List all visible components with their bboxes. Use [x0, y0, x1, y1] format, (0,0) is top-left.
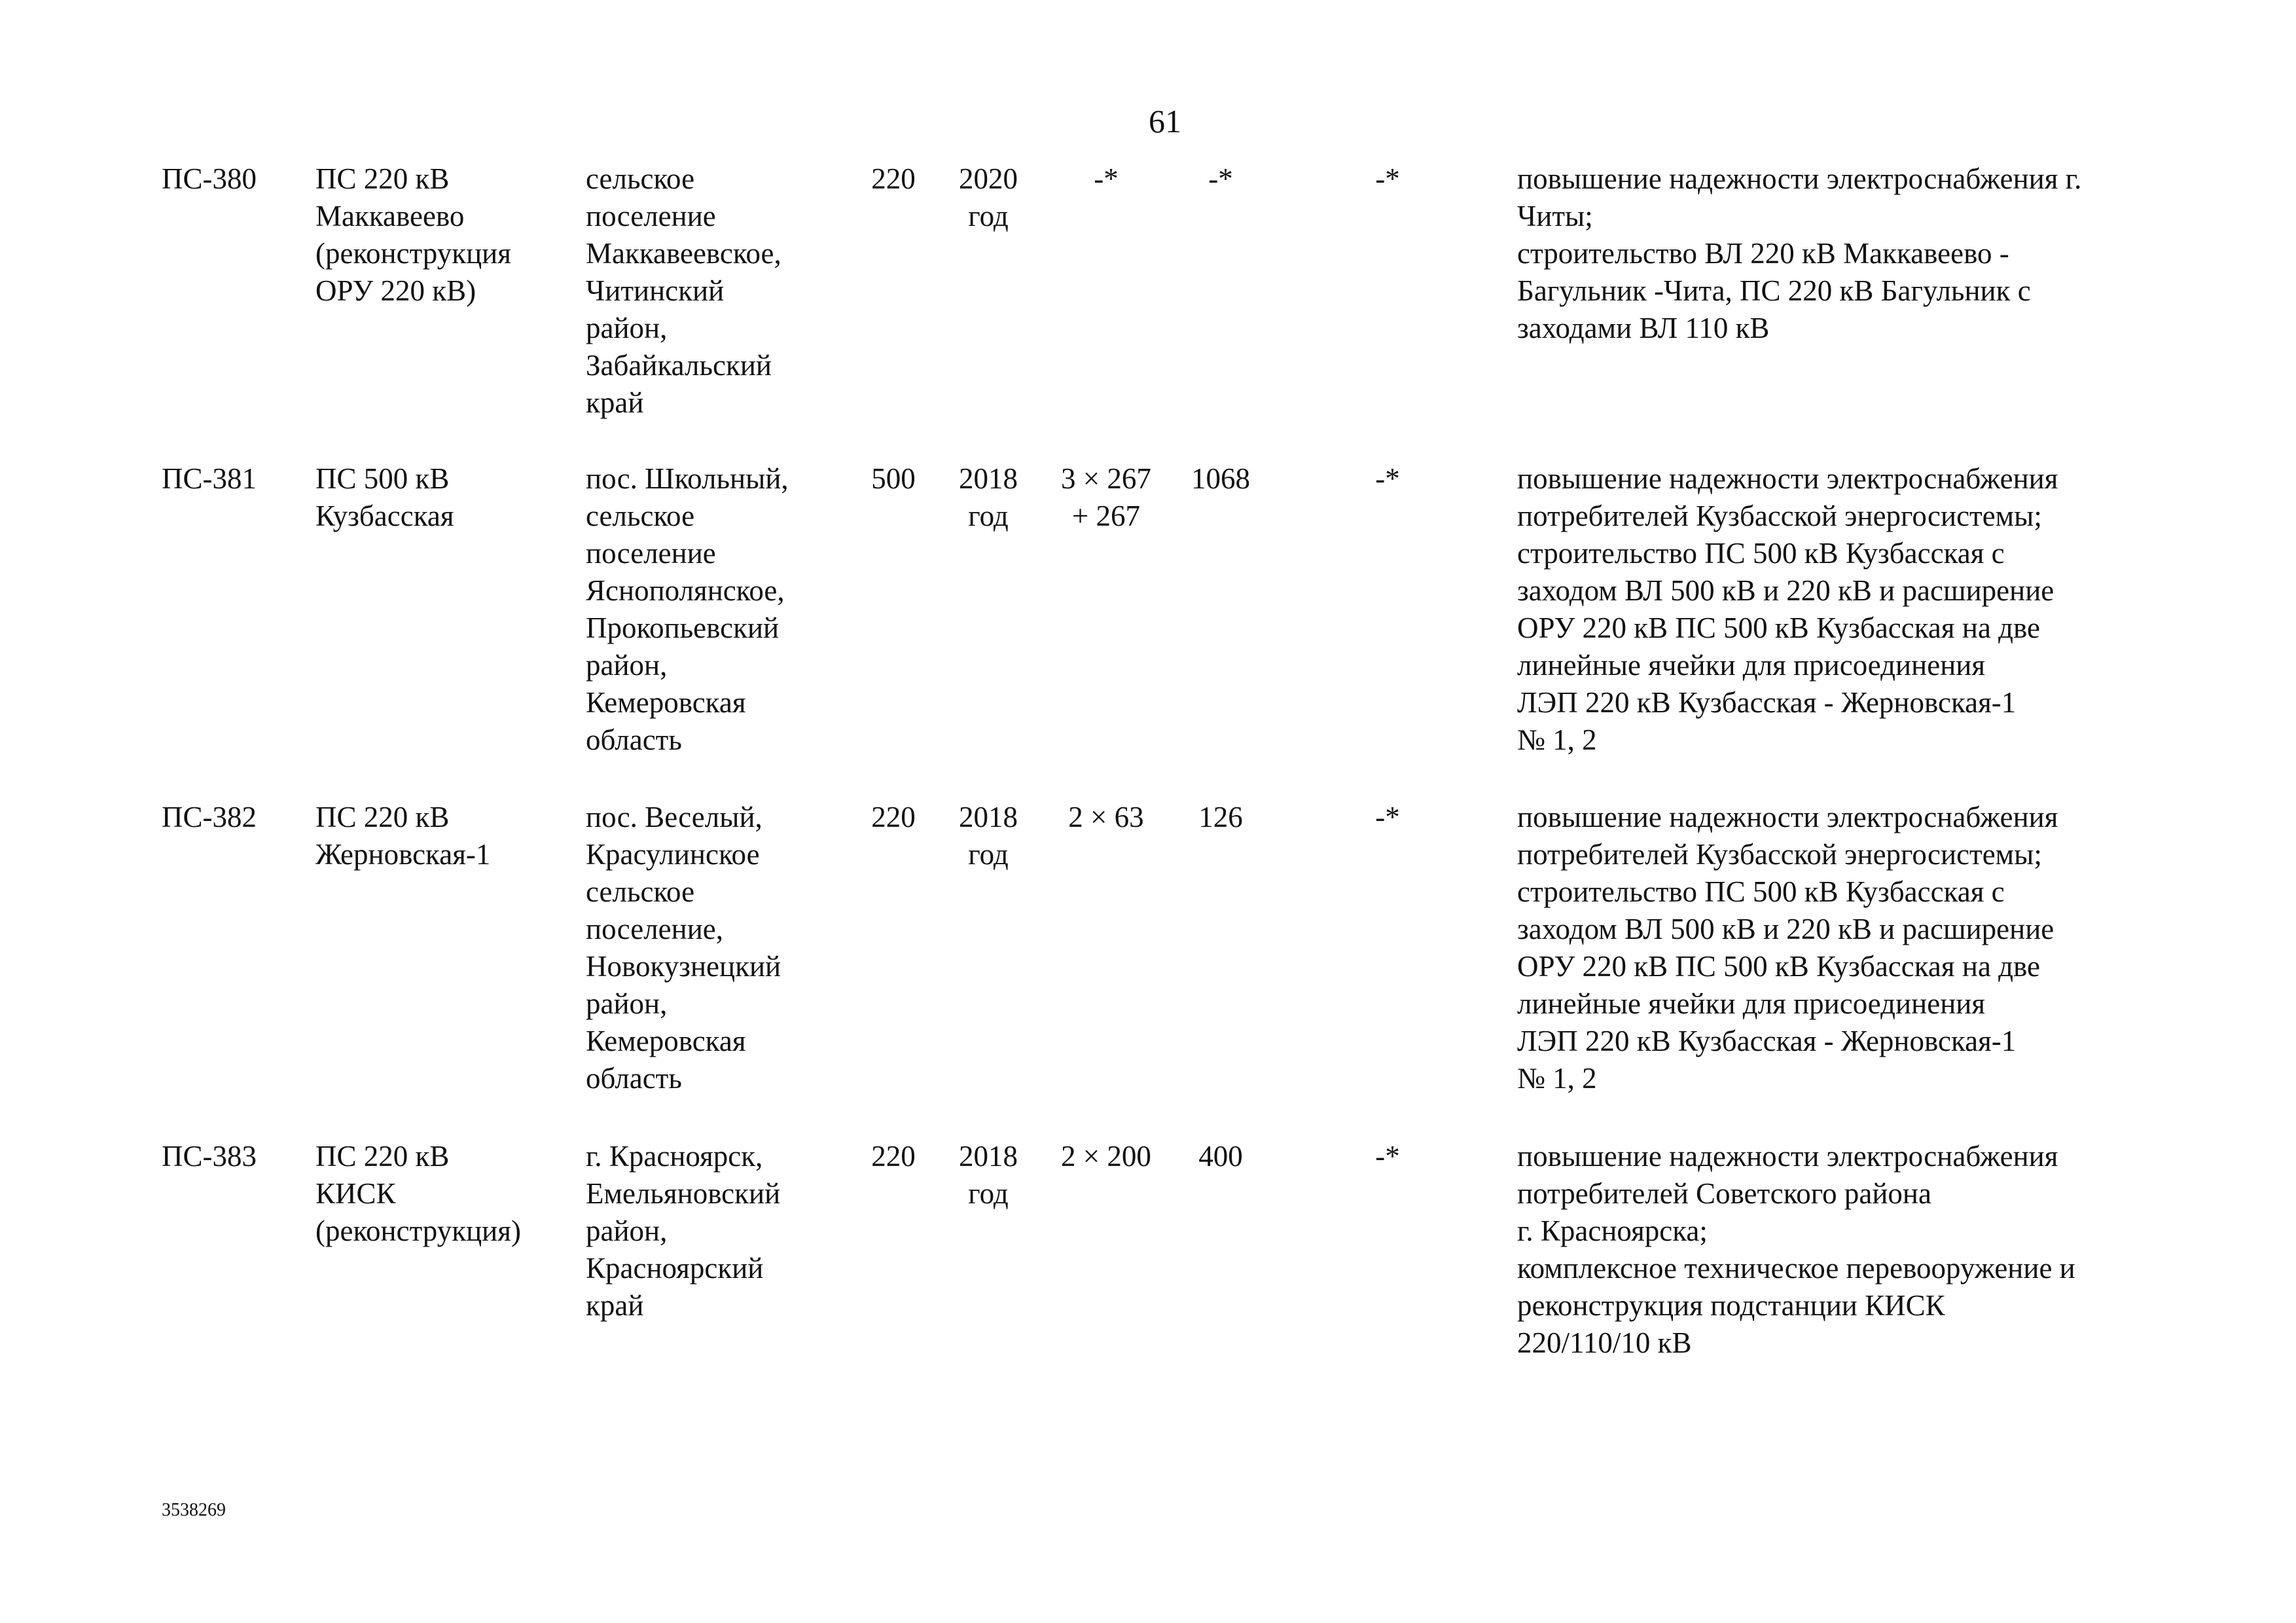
- commission-year: 2018 год: [959, 801, 1018, 871]
- purpose-text: повышение надежности электроснабжения потребителей Кузбасской энергосистемы; строительство ПС 500 кВ Кузбасская с заходом ВЛ 500 кВ и 220 кВ и расширение ОРУ 220 кВ ПС 500 кВ Кузбасская на две линейные ячейки для присоединения ЛЭП 220 кВ Кузбасская - Жерновская-1 № 1, 2: [1517, 801, 2058, 1095]
- line-length: -*: [1375, 162, 1400, 195]
- document-footer-id: 3538269: [162, 1500, 226, 1520]
- transformer-config: -*: [1094, 162, 1119, 195]
- substation-code: ПС-381: [162, 462, 257, 495]
- purpose-text: повышение надежности электроснабжения потребителей Советского района г. Красноярска; комплексное техническое перевооружение и реконструкция подстанции КИСК 220/110/10 кВ: [1517, 1140, 2075, 1359]
- transformer-config: 2 × 200: [1061, 1140, 1151, 1173]
- transformer-config: 3 × 267 + 267: [1061, 462, 1151, 532]
- total-capacity: -*: [1208, 162, 1233, 195]
- voltage-class: 220: [871, 1140, 916, 1173]
- substation-location: пос. Веселый, Красулинское сельское поселение, Новокузнецкий район, Кемеровская область: [586, 801, 781, 1095]
- substation-code: ПС-380: [162, 162, 257, 195]
- purpose-text: повышение надежности электроснабжения потребителей Кузбасской энергосистемы; строительство ПС 500 кВ Кузбасская с заходом ВЛ 500 кВ и 220 кВ и расширение ОРУ 220 кВ ПС 500 кВ Кузбасская на две линейные ячейки для присоединения ЛЭП 220 кВ Кузбасская - Жерновская-1 № 1, 2: [1517, 462, 2058, 756]
- substation-name: ПС 500 кВ Кузбасская: [315, 462, 454, 532]
- substation-name: ПС 220 кВ Маккавеево (реконструкция ОРУ 220 кВ): [315, 162, 511, 307]
- total-capacity: 1068: [1191, 462, 1250, 495]
- commission-year: 2018 год: [959, 1140, 1018, 1210]
- purpose-text: повышение надежности электроснабжения г. Читы; строительство ВЛ 220 кВ Маккавеево - Багульник -Чита, ПС 220 кВ Багульник с заходами ВЛ 110 кВ: [1517, 162, 2082, 344]
- substation-location: сельское поселение Маккавеевское, Читинский район, Забайкальский край: [586, 162, 781, 419]
- line-length: -*: [1375, 1140, 1400, 1173]
- commission-year: 2020 год: [959, 162, 1018, 232]
- substation-name: ПС 220 кВ Жерновская-1: [315, 801, 491, 871]
- total-capacity: 126: [1198, 801, 1243, 833]
- substation-location: г. Красноярск, Емельяновский район, Красноярский край: [586, 1140, 781, 1322]
- substation-code: ПС-383: [162, 1140, 257, 1173]
- voltage-class: 500: [871, 462, 916, 495]
- substation-location: пос. Школьный, сельское поселение Яснополянское, Прокопьевский район, Кемеровская область: [586, 462, 789, 756]
- total-capacity: 400: [1198, 1140, 1243, 1173]
- voltage-class: 220: [871, 801, 916, 833]
- voltage-class: 220: [871, 162, 916, 195]
- page-number: 61: [1149, 103, 1181, 139]
- line-length: -*: [1375, 462, 1400, 495]
- line-length: -*: [1375, 801, 1400, 833]
- commission-year: 2018 год: [959, 462, 1018, 532]
- substation-code: ПС-382: [162, 801, 257, 833]
- transformer-config: 2 × 63: [1068, 801, 1144, 833]
- substation-name: ПС 220 кВ КИСК (реконструкция): [315, 1140, 521, 1247]
